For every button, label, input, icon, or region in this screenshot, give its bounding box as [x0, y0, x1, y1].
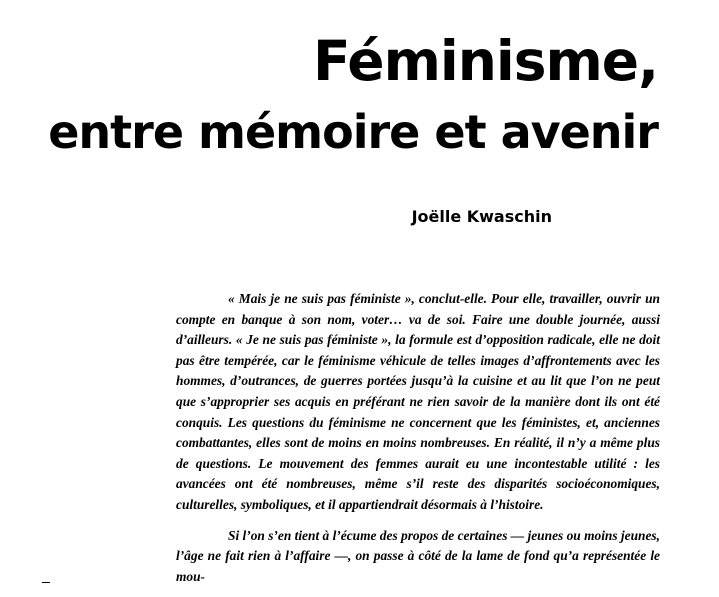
paragraph-2: Si l’on s’en tient à l’écume des propos de certaines — jeunes ou moins jeunes, l’âge ne fait rien à l’affaire —, on passe à côté de la lame de fond qu’a représentée le mou-: [176, 527, 660, 584]
paragraph-1: « Mais je ne suis pas féministe », conclut-elle. Pour elle, travailler, ouvrir un compte en banque à son nom, voter… va de soi. Faire une double journée, aussi d’ailleurs. « Je ne suis pas féministe », la formule est d’opposition radicale, elle ne doit pas être tempérée, car le féminisme véhicule de telles images d’affrontements avec les hommes, d’outrances, de guerres portées jusqu’à la cuisine et au lit que l’on ne peut que s’approprier ses acquis en préférant ne rien savoir de la manière dont ils ont été conquis. Les questions du féminisme ne concernent que les féministes, et, anciennes combattantes, elles sont de moins en moins nombreuses. En réalité, il n’y a même plus de questions. Le mouvement des femmes aurait eu une incontestable utilité : les avancées ont été nombreuses, même s’il reste des disparités socioéconomiques, culturelles, symboliques, et il appartiendrait désormais à l’histoire.: [176, 291, 660, 512]
article-title-line-2: entre mémoire et avenir: [48, 105, 658, 159]
article-title-line-1: Féminisme,: [312, 29, 658, 93]
page-corner-mark: [42, 582, 50, 583]
article-body: [176, 289, 660, 597]
author-name: Joëlle Kwaschin: [411, 207, 552, 226]
